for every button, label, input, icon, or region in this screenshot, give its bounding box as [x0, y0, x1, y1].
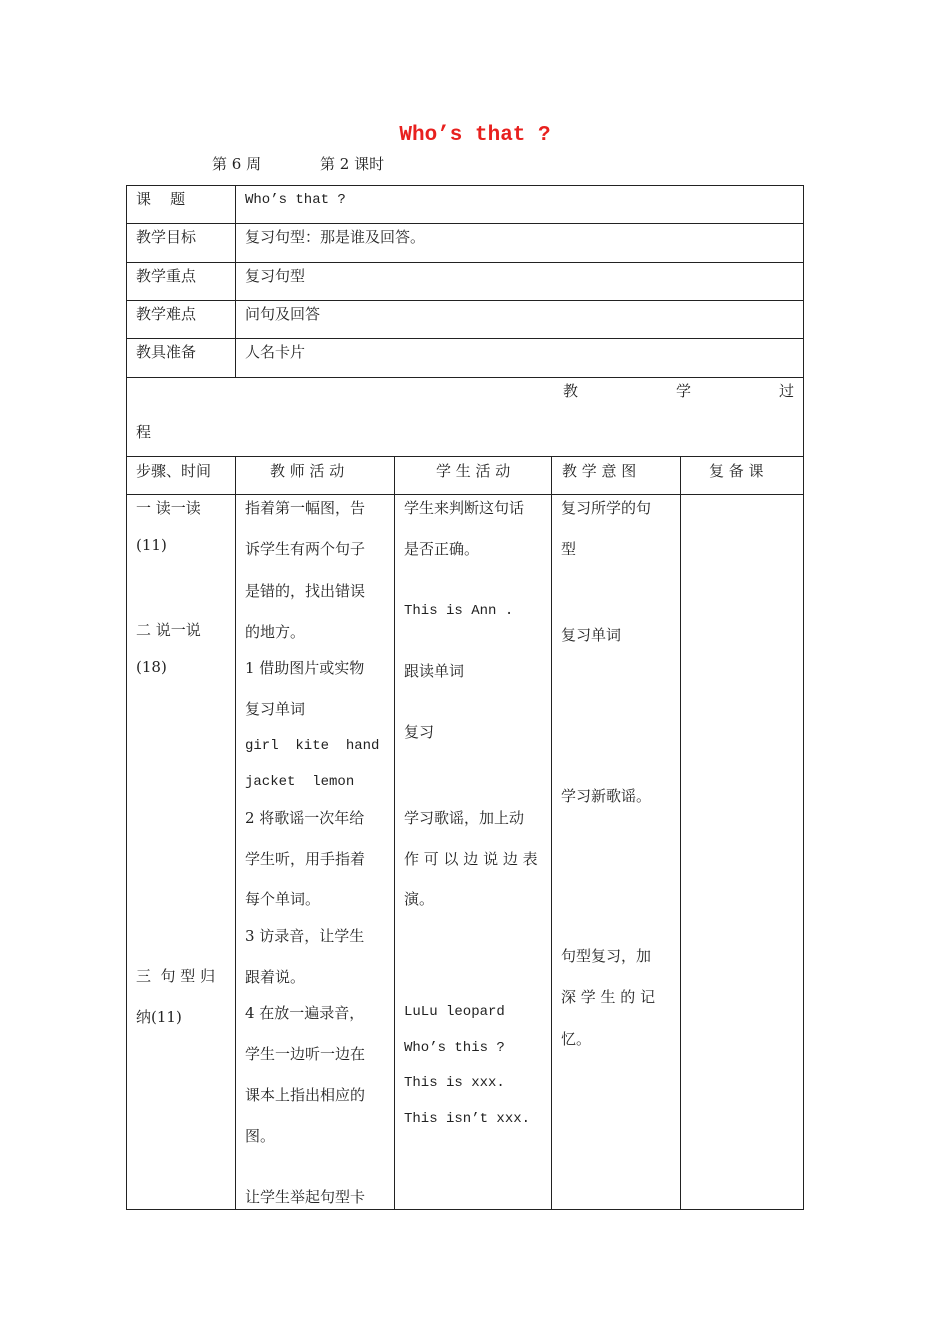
- student-line: 演。: [404, 890, 435, 908]
- teacher-line: 是错的，找出错误: [245, 582, 366, 600]
- intent-line: 忆。: [561, 1030, 592, 1048]
- intent-line: 句型复习，加: [561, 947, 652, 965]
- process-heading-part: 学: [676, 382, 692, 400]
- table-line: [126, 185, 127, 1210]
- student-line: This isn’t xxx.: [404, 1111, 531, 1127]
- document-title: Who’s that ?: [399, 124, 551, 147]
- label-topic: 课 题: [136, 190, 186, 208]
- teacher-line: jacket lemon: [245, 774, 355, 790]
- table-line: [126, 1209, 804, 1210]
- intent-line: 型: [561, 540, 577, 558]
- teacher-line: 4 在放一遍录音，: [245, 1004, 365, 1022]
- table-line: [126, 494, 804, 495]
- table-line: [126, 338, 804, 339]
- teacher-line: 2 将歌谣一次年给: [245, 809, 365, 827]
- value-topic: Who’s that ?: [245, 192, 346, 208]
- teacher-line: 1 借助图片或实物: [245, 659, 365, 677]
- student-line: This is xxx.: [404, 1075, 505, 1091]
- header-review: 复 备 课: [709, 462, 764, 480]
- teacher-line: 课本上指出相应的: [245, 1086, 366, 1104]
- header-student: 学 生 活 动: [436, 462, 511, 480]
- value-materials: 人名卡片: [245, 343, 306, 361]
- step-name: 一 读一读: [136, 499, 201, 517]
- teacher-line: 图。: [245, 1127, 276, 1145]
- teacher-line: 每个单词。: [245, 890, 321, 908]
- teacher-line: 复习单词: [245, 700, 306, 718]
- label-key-point: 教学重点: [136, 267, 197, 285]
- student-line: Who’s this ?: [404, 1040, 505, 1056]
- process-heading-part: 教: [563, 382, 579, 400]
- week-label: 第 6 周: [212, 155, 262, 173]
- student-line: 学生来判断这句话: [404, 499, 525, 517]
- lesson-label: 第 2 课时: [320, 155, 385, 173]
- teacher-line: girl kite hand: [245, 738, 380, 754]
- step-time: 纳(11): [136, 1008, 182, 1026]
- label-objective: 教学目标: [136, 228, 197, 246]
- student-line: 跟读单词: [404, 662, 465, 680]
- teacher-line: 指着第一幅图，告: [245, 499, 366, 517]
- table-line: [126, 377, 804, 378]
- header-teacher: 教 师 活 动: [270, 462, 345, 480]
- intent-line: 深 学 生 的 记: [561, 988, 656, 1006]
- header-intent: 教 学 意 图: [562, 462, 637, 480]
- table-line: [126, 185, 804, 186]
- step-name: 三 句 型 归: [136, 967, 216, 985]
- process-heading-part: 过: [779, 382, 795, 400]
- step-name: 二 说一说: [136, 621, 201, 639]
- table-line: [551, 456, 552, 1210]
- header-step: 步骤、时间: [136, 462, 212, 480]
- student-line: 学习歌谣，加上动: [404, 809, 525, 827]
- student-line: 作 可 以 边 说 边 表: [404, 850, 538, 868]
- student-line: 复习: [404, 723, 435, 741]
- value-difficulty: 问句及回答: [245, 305, 321, 323]
- value-objective: 复习句型：那是谁及回答。: [245, 228, 426, 246]
- intent-line: 复习所学的句: [561, 499, 652, 517]
- process-heading-part: 程: [136, 423, 152, 441]
- step-time: (18): [136, 658, 167, 676]
- teacher-line: 学生听，用手指着: [245, 850, 366, 868]
- teacher-line: 跟着说。: [245, 968, 306, 986]
- table-line: [126, 300, 804, 301]
- table-line: [126, 456, 804, 457]
- intent-line: 复习单词: [561, 626, 622, 644]
- table-line: [126, 223, 804, 224]
- table-line: [235, 456, 236, 1210]
- teacher-line: 学生一边听一边在: [245, 1045, 366, 1063]
- intent-line: 学习新歌谣。: [561, 787, 652, 805]
- teacher-line: 的地方。: [245, 623, 306, 641]
- table-line: [235, 185, 236, 377]
- label-difficulty: 教学难点: [136, 305, 197, 323]
- table-line: [803, 185, 804, 1210]
- step-time: (11): [136, 536, 167, 554]
- student-line: 是否正确。: [404, 540, 480, 558]
- student-line: LuLu leopard: [404, 1004, 505, 1020]
- table-line: [680, 456, 681, 1210]
- table-line: [126, 262, 804, 263]
- table-line: [394, 456, 395, 1210]
- value-key-point: 复习句型: [245, 267, 306, 285]
- student-line: This is Ann .: [404, 603, 514, 619]
- label-materials: 教具准备: [136, 343, 197, 361]
- teacher-line: 3 访录音，让学生: [245, 927, 365, 945]
- teacher-line: 让学生举起句型卡: [245, 1188, 366, 1206]
- teacher-line: 诉学生有两个句子: [245, 540, 366, 558]
